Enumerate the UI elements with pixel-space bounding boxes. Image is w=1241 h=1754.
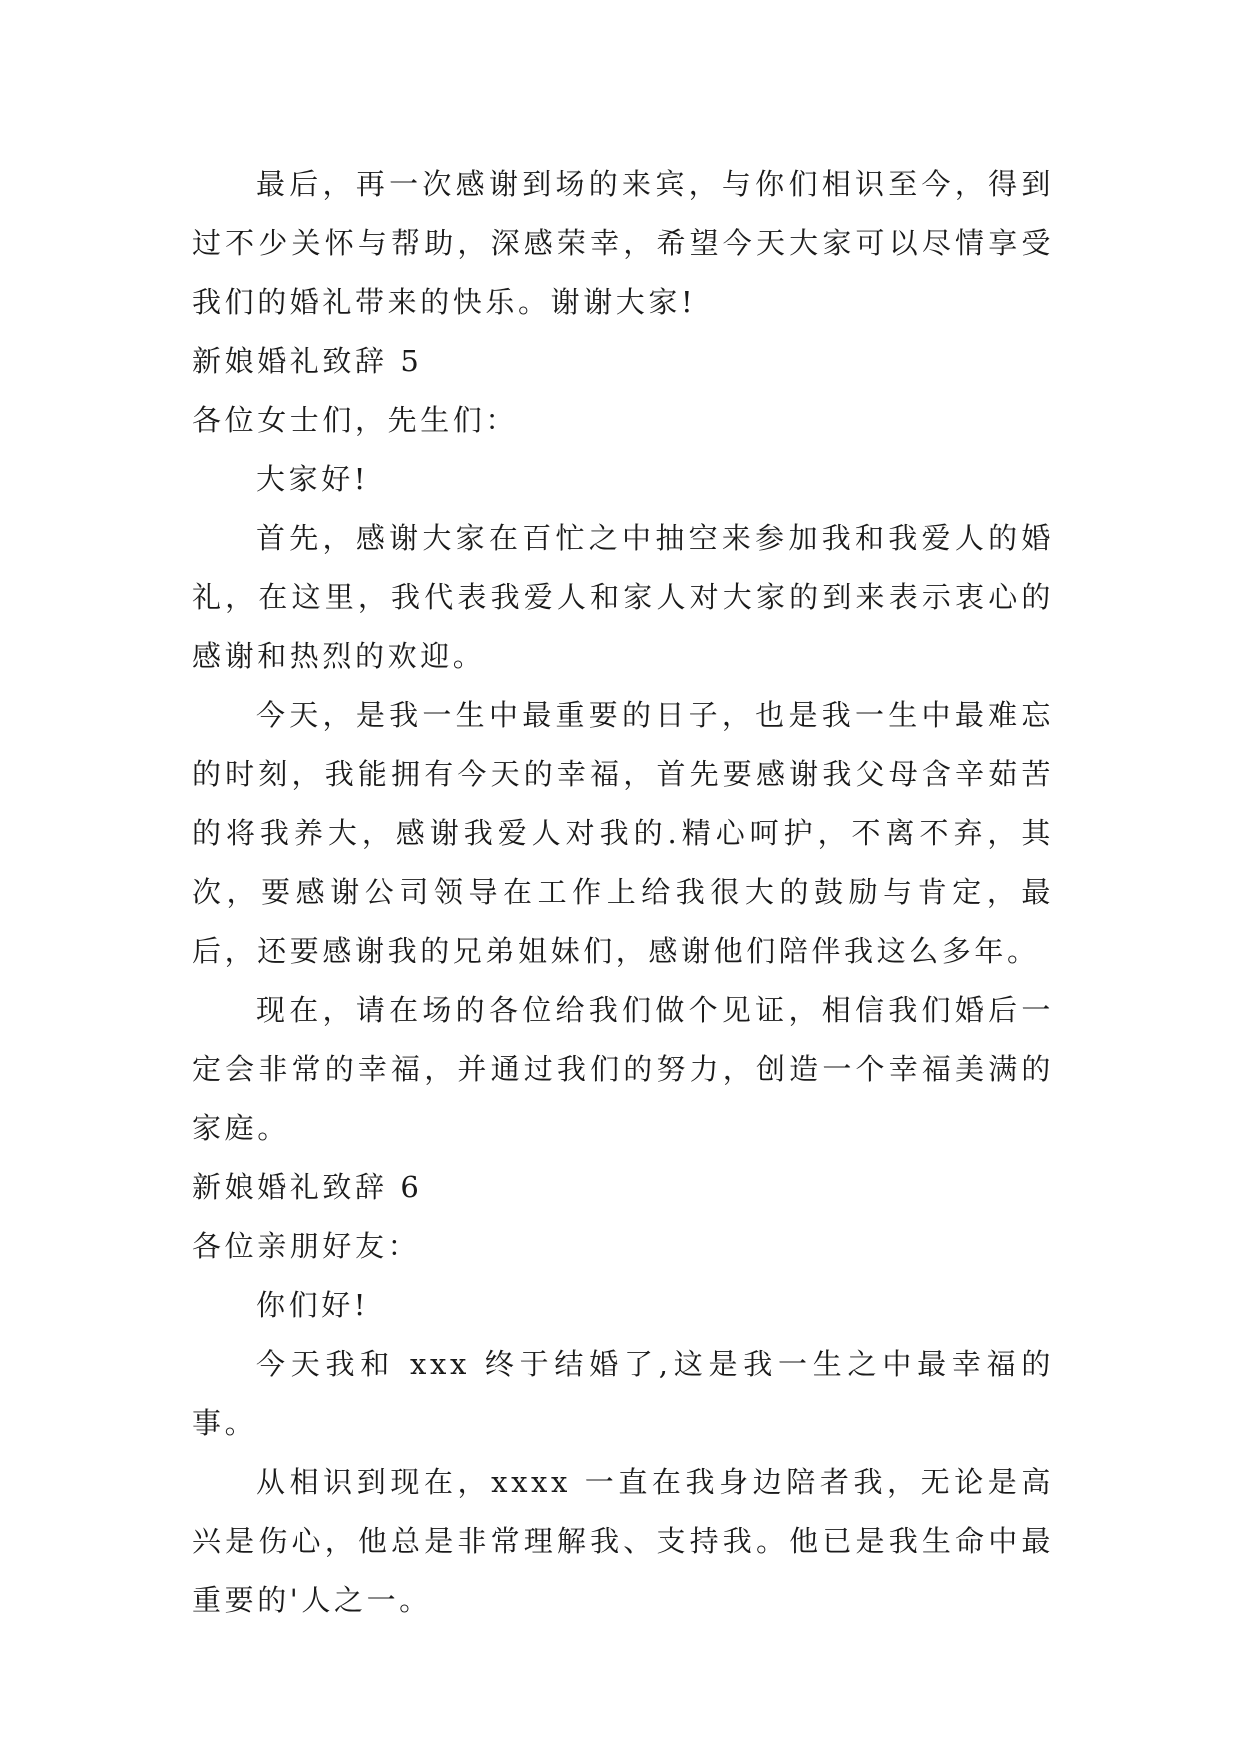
paragraph-since-meeting: 从相识到现在，xxxx 一直在我身边陪者我，无论是高兴是伤心，他总是非常理解我、支持我。他已是我生命中最重要的'人之一。 (192, 1465, 1054, 1617)
document-body (192, 155, 1054, 1630)
section-heading-6: 新娘婚礼致辞 6 (192, 1170, 423, 1204)
paragraph-married: 今天我和 xxx 终于结婚了,这是我一生之中最幸福的事。 (192, 1347, 1054, 1440)
paragraph-important-day: 今天，是我一生中最重要的日子，也是我一生中最难忘的时刻，我能拥有今天的幸福，首先要感谢我父母含辛茹苦的将我养大，感谢我爱人对我的.精心呵护，不离不弃，其次，要感谢公司领导在工作上给我很大的鼓励与肯定，最后，还要感谢我的兄弟姐妹们，感谢他们陪伴我这么多年。 (192, 698, 1054, 968)
paragraph-witness: 现在，请在场的各位给我们做个见证，相信我们婚后一定会非常的幸福，并通过我们的努力，创造一个幸福美满的家庭。 (192, 993, 1054, 1145)
salutation-ladies-gentlemen: 各位女士们，先生们： (192, 403, 519, 437)
paragraph-thanks-attendance: 首先，感谢大家在百忙之中抽空来参加我和我爱人的婚礼，在这里，我代表我爱人和家人对大家的到来表示衷心的感谢和热烈的欢迎。 (192, 521, 1054, 673)
section-heading-5: 新娘婚礼致辞 5 (192, 344, 423, 378)
paragraph-closing-thanks: 最后，再一次感谢到场的来宾，与你们相识至今，得到过不少关怀与帮助，深感荣幸，希望今天大家可以尽情享受我们的婚礼带来的快乐。谢谢大家! (192, 167, 1054, 319)
salutation-friends-family: 各位亲朋好友： (192, 1229, 421, 1263)
greeting-hello-you: 你们好! (256, 1288, 370, 1322)
greeting-hello-everyone: 大家好! (256, 462, 370, 496)
